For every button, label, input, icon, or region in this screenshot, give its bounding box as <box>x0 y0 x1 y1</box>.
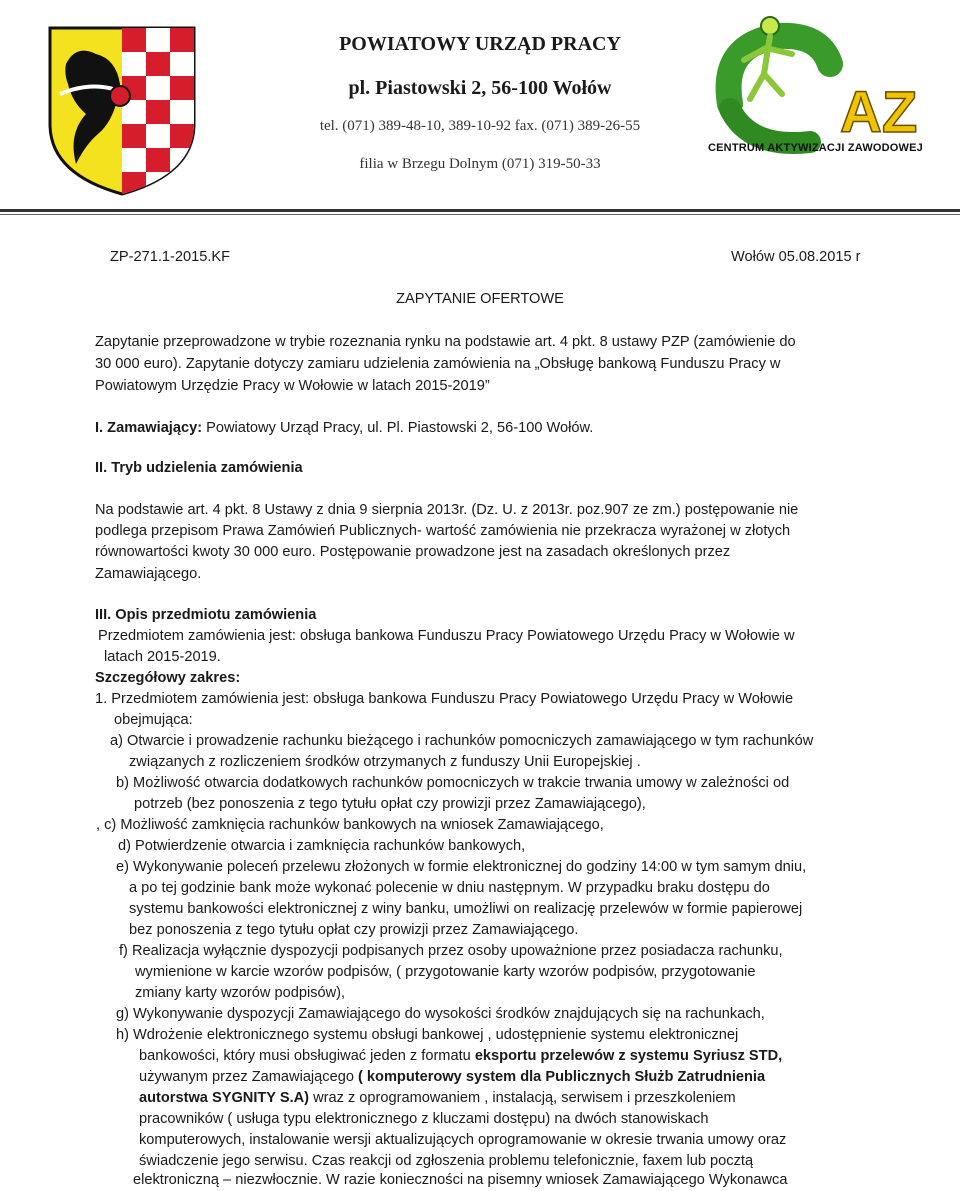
section-3-label: III. Opis przedmiotu zamówienia <box>95 607 317 623</box>
intro-line: Powiatowym Urzędzie Pracy w Wołowie w latach 2015-2019” <box>95 378 490 394</box>
item-h-line <box>139 1067 765 1087</box>
item-e-line: systemu bankowości elektronicznej z winy banku, umożliwi on realizację przelewów w formie papierowej <box>129 901 803 917</box>
section-3-line: Przedmiotem zamówienia jest: obsługa bankowa Funduszu Pracy Powiatowego Urzędu Pracy w Wołowie w <box>98 628 795 644</box>
item-h-line: h) Wdrożenie elektronicznego systemu obsługi bankowej , udostępnienie systemu elektronicznej <box>116 1027 739 1043</box>
item-f-line: zmiany karty wzorów podpisów), <box>135 985 346 1001</box>
office-address: pl. Piastowski 2, 56-100 Wołów <box>348 77 612 99</box>
item-e-line: bez ponoszenia z tego tytułu opłat czy prowizji przez Zamawiającego. <box>129 922 579 938</box>
item-h-text: wraz z oprogramowaniem , instalacją, serwisem i przeszkoleniem <box>309 1090 736 1106</box>
section-1-label: I. Zamawiający: <box>95 420 203 436</box>
item-e-line: a po tej godzinie bank może wykonać polecenie w dniu następnym. W przypadku braku dostępu do <box>129 880 770 896</box>
item-h-line <box>139 1088 736 1108</box>
item-h-line: świadczenie jego serwisu. Czas reakcji od zgłoszenia problemu telefonicznie, faxem lub pocztą <box>139 1153 754 1169</box>
item-c-line: , c) Możliwość zamknięcia rachunków bankowych na wniosek Zamawiającego, <box>96 817 604 833</box>
section-2-line: Zamawiającego. <box>95 566 202 582</box>
branch-phone: filia w Brzegu Dolnym (071) 319-50-33 <box>359 156 601 172</box>
item-f-line: f) Realizacja wyłącznie dyspozycji podpisanych przez osoby upoważnione przez posiadacza rachunku, <box>119 943 783 959</box>
office-phone: tel. (071) 389-48-10, 389-10-92 fax. (071) 389-26-55 <box>319 118 641 134</box>
item-b-line: b) Możliwość otwarcia dodatkowych rachunków pomocniczych w trakcie trwania umowy w zależności od <box>116 775 790 791</box>
item-d-line: d) Potwierdzenie otwarcia i zamknięcia rachunków bankowych, <box>118 838 526 854</box>
item-h-line <box>139 1046 782 1066</box>
item-h-line: pracowników ( usługa typu elektronicznego z kluczami dostępu) na dwóch stanowiskach <box>139 1111 709 1127</box>
logo-az-text: AZ <box>840 80 918 145</box>
doc-heading: ZAPYTANIE OFERTOWE <box>396 291 564 307</box>
section-1-text: Powiatowy Urząd Pracy, ul. Pl. Piastowski 2, 56-100 Wołów. <box>202 420 594 436</box>
section-2-line: równowartości kwoty 30 000 euro. Postępowanie prowadzone jest na zasadach określonych przez <box>95 544 731 560</box>
item-h-line: komputerowych, instalowanie wersji aktualizujących oprogramowanie w okresie trwania umowy oraz <box>139 1132 787 1148</box>
scope-label: Szczegółowy zakres: <box>95 670 241 686</box>
point-1-line: 1. Przedmiotem zamówienia jest: obsługa bankowa Funduszu Pracy Powiatowego Urzędu Pracy w Wołowie <box>95 691 794 707</box>
item-h-bold: ( komputerowy system dla Publicznych Służb Zatrudnienia <box>358 1069 766 1085</box>
section-3-line: latach 2015-2019. <box>104 649 221 665</box>
item-h-bold: autorstwa SYGNITY S.A) <box>139 1090 310 1106</box>
place-date: Wołów 05.08.2015 r <box>731 249 861 265</box>
item-b-line: potrzeb (bez ponoszenia z tego tytułu opłat czy prowizji przez Zamawiającego), <box>134 796 646 812</box>
item-h-line: elektroniczną – niezwłocznie. W razie konieczności na pisemny wniosek Zamawiającego Wykonawca <box>133 1172 788 1188</box>
item-a-line: związanych z rozliczeniem środków otrzymanych z funduszy Unii Europejskiej . <box>129 754 641 770</box>
section-2-line: Na podstawie art. 4 pkt. 8 Ustawy z dnia 9 sierpnia 2013r. (Dz. U. z 2013r. poz.907 ze zm.) postępowanie nie <box>95 502 799 518</box>
header-divider-thin <box>0 214 960 215</box>
intro-line: 30 000 euro). Zapytanie dotyczy zamiaru udzielenia zamówienia na „Obsługę bankową Funduszu Pracy w <box>95 356 781 372</box>
item-g-line: g) Wykonywanie dyspozycji Zamawiającego do wysokości środków znajdujących się na rachunkach, <box>116 1006 765 1022</box>
office-name: POWIATOWY URZĄD PRACY <box>339 33 621 55</box>
point-1-line: obejmująca: <box>114 712 193 728</box>
section-2-line: podlega przepisom Prawa Zamówień Publicznych- wartość zamówienia nie przekracza wyrażonej w złotych <box>95 523 791 539</box>
item-f-line: wymienione w karcie wzorów podpisów, ( przygotowanie karty wzorów podpisów, przygotowanie <box>135 964 756 980</box>
section-1 <box>95 418 593 438</box>
item-e-line: e) Wykonywanie poleceń przelewu złożonych w formie elektronicznej do godziny 14:00 w tym samym dniu, <box>116 859 807 875</box>
item-h-text: używanym przez Zamawiającego <box>139 1069 358 1085</box>
header-divider <box>0 209 960 212</box>
section-2-label: II. Tryb udzielenia zamówienia <box>95 460 303 476</box>
item-h-bold: eksportu przelewów z systemu Syriusz STD, <box>474 1048 783 1064</box>
intro-line: Zapytanie przeprowadzone w trybie rozeznania rynku na podstawie art. 4 pkt. 8 ustawy PZP (zamówienie do <box>95 334 796 350</box>
reference-number: ZP-271.1-2015.KF <box>110 249 231 265</box>
item-a-line: a) Otwarcie i prowadzenie rachunku bieżącego i rachunków pomocniczych zamawiającego w tym rachunków <box>110 733 814 749</box>
logo-caption: CENTRUM AKTYWIZACJI ZAWODOWEJ <box>708 142 923 154</box>
item-h-text: bankowości, który musi obsługiwać jeden z formatu <box>139 1048 475 1064</box>
